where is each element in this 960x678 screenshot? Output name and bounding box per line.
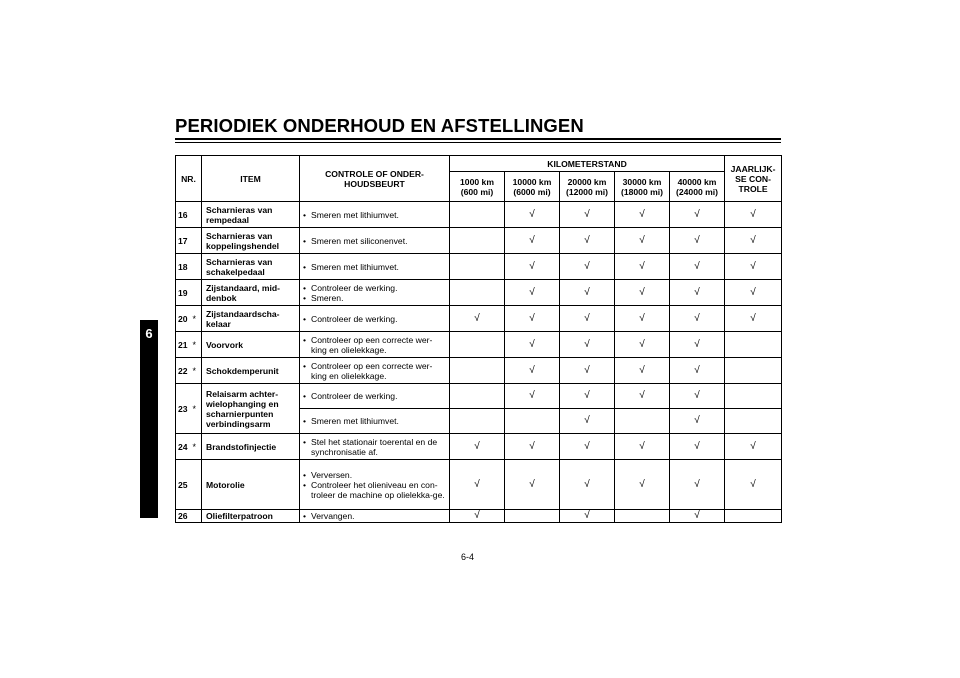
check-cell <box>725 510 782 523</box>
action-text: • Smeren met lithiumvet. <box>303 262 447 272</box>
check-cell <box>560 434 615 460</box>
check-mark: √ <box>750 286 756 298</box>
check-cell <box>505 332 560 358</box>
check-cell <box>670 460 725 510</box>
check-cell <box>725 254 782 280</box>
check-mark: √ <box>584 208 590 220</box>
row-control <box>300 460 450 510</box>
row-number: 25 <box>176 460 193 510</box>
check-mark: √ <box>639 312 645 324</box>
action-text: • Controleer op een correcte wer-king en olielekkage. <box>303 361 447 381</box>
row-asterisk: * <box>193 384 202 434</box>
action-text: • Controleer de werking. <box>303 391 447 401</box>
table-row <box>176 228 782 254</box>
row-number: 17 <box>176 228 193 254</box>
row-asterisk: * <box>193 332 202 358</box>
check-mark: √ <box>584 364 590 376</box>
header-item: ITEM <box>202 156 300 202</box>
check-cell <box>670 202 725 228</box>
page-number: 6-4 <box>461 552 475 562</box>
chapter-number: 6 <box>145 326 153 341</box>
title-rule-thin <box>175 142 781 143</box>
row-control <box>300 202 450 228</box>
check-mark: √ <box>639 364 645 376</box>
header-km-2: 20000 km (12000 mi) <box>560 172 615 202</box>
check-cell <box>615 434 670 460</box>
row-asterisk: * <box>193 358 202 384</box>
check-cell <box>505 202 560 228</box>
table-row <box>176 510 782 523</box>
check-cell <box>505 409 560 434</box>
row-number: 18 <box>176 254 193 280</box>
check-mark: √ <box>694 415 700 426</box>
check-mark: √ <box>584 510 590 521</box>
row-control <box>300 510 450 523</box>
table-row <box>176 434 782 460</box>
row-item: Zijstandaard, mid-denbok <box>202 280 300 306</box>
check-cell <box>725 358 782 384</box>
check-mark: √ <box>750 478 756 490</box>
check-cell <box>725 409 782 434</box>
chapter-tab <box>140 320 158 518</box>
action-text: • Smeren met lithiumvet. <box>303 210 447 220</box>
header-km-3: 30000 km (18000 mi) <box>615 172 670 202</box>
check-cell <box>615 332 670 358</box>
check-mark: √ <box>639 338 645 350</box>
row-item: Zijstandaardscha-kelaar <box>202 306 300 332</box>
header-control: CONTROLE OF ONDER-HOUDSBEURT <box>300 156 450 202</box>
check-mark: √ <box>750 260 756 272</box>
check-mark: √ <box>529 478 535 490</box>
header-km-4: 40000 km (24000 mi) <box>670 172 725 202</box>
action-text: • Smeren met lithiumvet. <box>303 416 447 426</box>
check-cell <box>670 332 725 358</box>
row-item: Voorvork <box>202 332 300 358</box>
row-number: 19 <box>176 280 193 306</box>
check-mark: √ <box>694 208 700 220</box>
header-annual: JAARLIJK-SE CON-TROLE <box>725 156 782 202</box>
check-mark: √ <box>529 440 535 452</box>
check-cell <box>725 332 782 358</box>
check-mark: √ <box>529 208 535 220</box>
check-mark: √ <box>694 390 700 401</box>
check-mark: √ <box>584 415 590 426</box>
check-mark: √ <box>750 312 756 324</box>
row-number: 26 <box>176 510 193 523</box>
check-mark: √ <box>694 234 700 246</box>
row-asterisk <box>193 280 202 306</box>
check-cell <box>505 460 560 510</box>
check-cell <box>725 434 782 460</box>
check-mark: √ <box>750 234 756 246</box>
check-cell <box>615 254 670 280</box>
check-cell <box>450 332 505 358</box>
check-cell <box>450 384 505 409</box>
header-nr: NR. <box>176 156 202 202</box>
check-cell <box>560 384 615 409</box>
check-cell <box>615 306 670 332</box>
check-cell <box>450 460 505 510</box>
check-cell <box>450 228 505 254</box>
check-mark: √ <box>584 286 590 298</box>
check-mark: √ <box>529 286 535 298</box>
check-mark: √ <box>694 312 700 324</box>
maintenance-table <box>175 155 782 523</box>
check-mark: √ <box>694 478 700 490</box>
check-mark: √ <box>639 260 645 272</box>
row-item: Scharnieras van koppelingshendel <box>202 228 300 254</box>
check-cell <box>670 358 725 384</box>
table-row <box>176 306 782 332</box>
check-cell <box>560 228 615 254</box>
action-text: • Controleer het olieniveau en con-troleer de machine op olielekka-ge. <box>303 480 447 500</box>
check-cell <box>725 460 782 510</box>
check-cell <box>505 254 560 280</box>
row-control <box>300 254 450 280</box>
row-number: 23 <box>176 384 193 434</box>
table-row <box>176 384 782 409</box>
check-cell <box>615 460 670 510</box>
row-asterisk <box>193 202 202 228</box>
check-mark: √ <box>639 390 645 401</box>
table-row <box>176 254 782 280</box>
check-cell <box>505 434 560 460</box>
check-mark: √ <box>584 338 590 350</box>
check-cell <box>560 254 615 280</box>
check-mark: √ <box>474 312 480 324</box>
row-item: Scharnieras van rempedaal <box>202 202 300 228</box>
row-number: 21 <box>176 332 193 358</box>
row-item: Scharnieras van schakelpedaal <box>202 254 300 280</box>
title-rule-thick <box>175 138 781 140</box>
action-text: • Verversen. <box>303 470 447 480</box>
check-cell <box>505 306 560 332</box>
table-row <box>176 332 782 358</box>
check-mark: √ <box>529 312 535 324</box>
check-mark: √ <box>694 440 700 452</box>
check-cell <box>615 202 670 228</box>
table-row <box>176 460 782 510</box>
check-cell <box>670 306 725 332</box>
check-cell <box>725 202 782 228</box>
row-number: 16 <box>176 202 193 228</box>
check-cell <box>560 409 615 434</box>
check-mark: √ <box>639 440 645 452</box>
check-cell <box>615 228 670 254</box>
check-cell <box>725 306 782 332</box>
action-text: • Smeren. <box>303 293 447 303</box>
check-mark: √ <box>529 364 535 376</box>
check-cell <box>725 384 782 409</box>
check-mark: √ <box>474 440 480 452</box>
check-mark: √ <box>474 510 480 521</box>
check-cell <box>615 510 670 523</box>
check-mark: √ <box>584 234 590 246</box>
check-mark: √ <box>639 478 645 490</box>
check-cell <box>560 358 615 384</box>
action-text: • Controleer de werking. <box>303 283 447 293</box>
check-cell <box>450 306 505 332</box>
check-cell <box>615 384 670 409</box>
check-mark: √ <box>584 312 590 324</box>
row-item: Schokdemperunit <box>202 358 300 384</box>
check-mark: √ <box>694 364 700 376</box>
header-km-1: 10000 km (6000 mi) <box>505 172 560 202</box>
check-cell <box>450 358 505 384</box>
check-mark: √ <box>584 390 590 401</box>
row-control <box>300 384 450 409</box>
check-cell <box>450 280 505 306</box>
check-mark: √ <box>639 234 645 246</box>
check-cell <box>615 358 670 384</box>
row-asterisk <box>193 228 202 254</box>
row-asterisk: * <box>193 306 202 332</box>
check-cell <box>505 510 560 523</box>
row-asterisk: * <box>193 434 202 460</box>
check-mark: √ <box>694 338 700 350</box>
check-mark: √ <box>529 390 535 401</box>
row-asterisk <box>193 510 202 523</box>
check-cell <box>670 280 725 306</box>
action-text: • Vervangen. <box>303 511 447 521</box>
check-cell <box>560 202 615 228</box>
row-item: Relaisarm achter-wielophanging en scharnierpunten verbindingsarm <box>202 384 300 434</box>
row-control <box>300 434 450 460</box>
check-mark: √ <box>694 510 700 521</box>
row-number: 24 <box>176 434 193 460</box>
check-mark: √ <box>529 260 535 272</box>
check-cell <box>725 280 782 306</box>
row-number: 22 <box>176 358 193 384</box>
action-text: • Smeren met siliconenvet. <box>303 236 447 246</box>
check-cell <box>615 409 670 434</box>
check-cell <box>670 434 725 460</box>
table-row <box>176 202 782 228</box>
check-cell <box>725 228 782 254</box>
row-control <box>300 409 450 434</box>
check-mark: √ <box>584 440 590 452</box>
check-mark: √ <box>750 440 756 452</box>
check-mark: √ <box>694 260 700 272</box>
check-mark: √ <box>584 260 590 272</box>
check-mark: √ <box>694 286 700 298</box>
check-mark: √ <box>529 234 535 246</box>
check-cell <box>505 358 560 384</box>
row-number: 20 <box>176 306 193 332</box>
check-cell <box>450 434 505 460</box>
check-cell <box>450 202 505 228</box>
row-item: Oliefilterpatroon <box>202 510 300 523</box>
page-title: PERIODIEK ONDERHOUD EN AFSTELLINGEN <box>175 115 584 136</box>
row-item: Brandstofinjectie <box>202 434 300 460</box>
check-cell <box>450 409 505 434</box>
header-km-0: 1000 km (600 mi) <box>450 172 505 202</box>
row-control <box>300 228 450 254</box>
row-asterisk <box>193 254 202 280</box>
action-text: • Controleer op een correcte wer-king en olielekkage. <box>303 335 447 355</box>
row-control <box>300 358 450 384</box>
check-cell <box>670 254 725 280</box>
check-mark: √ <box>639 286 645 298</box>
check-cell <box>560 332 615 358</box>
check-cell <box>615 280 670 306</box>
check-cell <box>505 280 560 306</box>
row-control <box>300 280 450 306</box>
check-cell <box>670 510 725 523</box>
check-cell <box>560 460 615 510</box>
check-cell <box>505 384 560 409</box>
row-item: Motorolie <box>202 460 300 510</box>
check-cell <box>560 306 615 332</box>
table-row <box>176 280 782 306</box>
check-mark: √ <box>750 208 756 220</box>
action-text: • Controleer de werking. <box>303 314 447 324</box>
check-cell <box>505 228 560 254</box>
check-cell <box>450 254 505 280</box>
table-row <box>176 358 782 384</box>
check-cell <box>670 228 725 254</box>
check-cell <box>450 510 505 523</box>
check-mark: √ <box>474 478 480 490</box>
row-control <box>300 306 450 332</box>
check-cell <box>560 510 615 523</box>
check-cell <box>670 409 725 434</box>
check-mark: √ <box>529 338 535 350</box>
check-mark: √ <box>584 478 590 490</box>
row-asterisk <box>193 460 202 510</box>
check-cell <box>560 280 615 306</box>
action-text: • Stel het stationair toerental en de synchronisatie af. <box>303 437 447 457</box>
check-cell <box>670 384 725 409</box>
check-mark: √ <box>639 208 645 220</box>
row-control <box>300 332 450 358</box>
header-km-group: KILOMETERSTAND <box>450 156 725 172</box>
